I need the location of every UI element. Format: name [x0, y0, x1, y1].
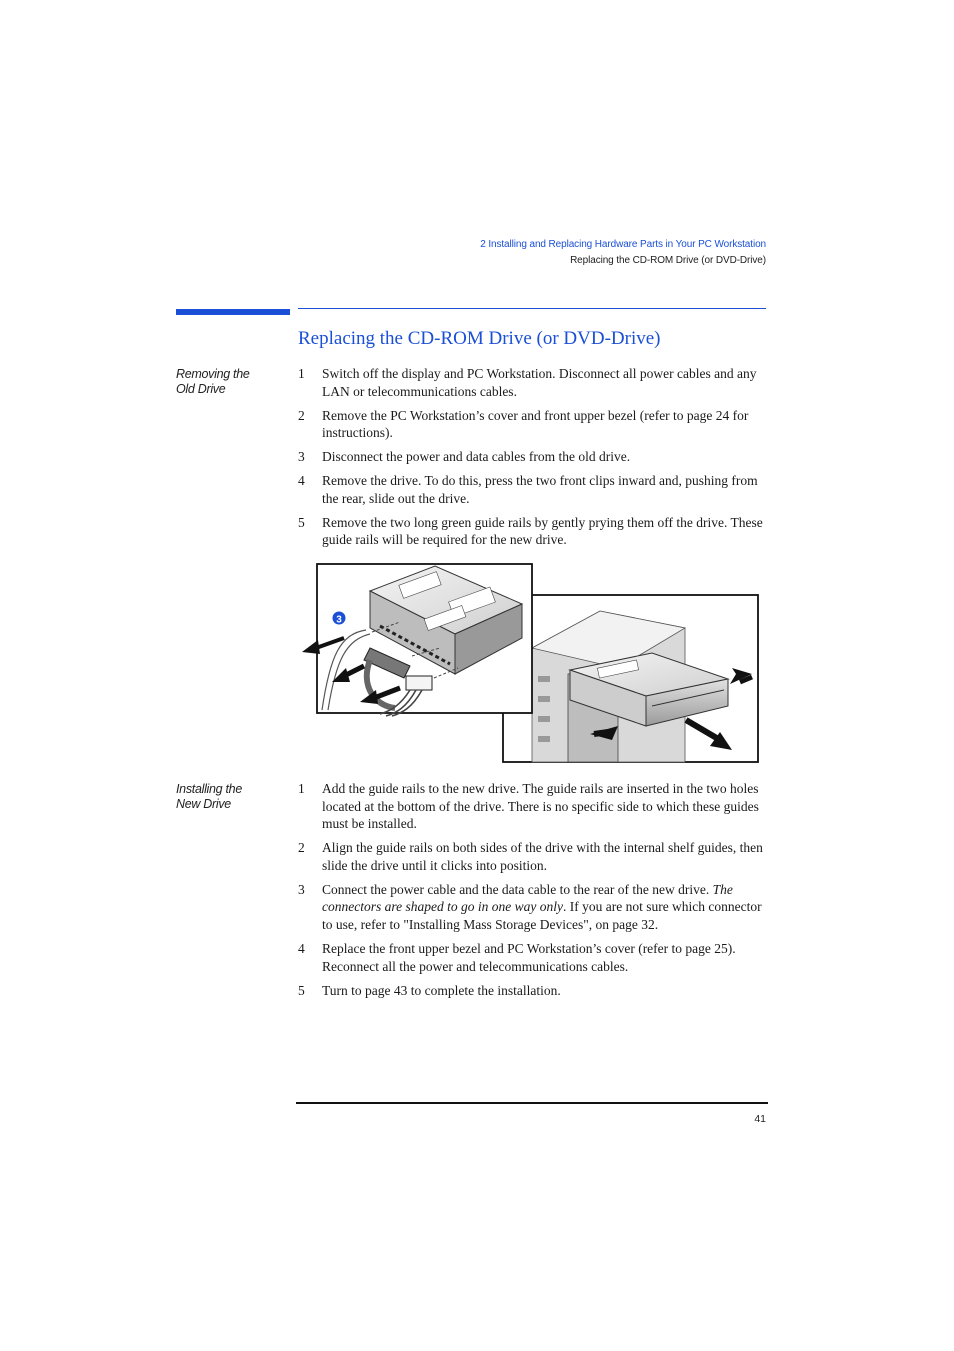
page-title: Replacing the CD-ROM Drive (or DVD-Drive)	[298, 328, 661, 349]
step-number: 4	[298, 473, 305, 489]
removal-steps	[298, 365, 768, 555]
side-heading-line: Old Drive	[176, 382, 226, 396]
step-text: Add the guide rails to the new drive. The guide rails are inserted in the two holes located at the bottom of the drive. There is no specific side to which these guides must be installed.	[322, 781, 759, 832]
list-item	[298, 365, 768, 400]
chassis-panel	[503, 595, 758, 762]
running-header-section: Replacing the CD-ROM Drive (or DVD-Drive)	[570, 255, 766, 266]
step-number: 1	[298, 781, 305, 796]
step-number: 5	[298, 514, 305, 530]
side-heading-removing	[176, 367, 291, 397]
side-heading-line: Removing the	[176, 367, 250, 381]
section-rule	[298, 308, 766, 309]
step-text-emphasis: The connectors are shaped to go in one way only	[322, 881, 733, 915]
list-item	[298, 839, 768, 874]
step-text: Turn to page 43 to complete the installation.	[322, 982, 561, 998]
step-text: Disconnect the power and data cables from the old drive.	[322, 449, 631, 465]
step-text-tail: . If you are not sure which connector to use, refer to "Installing Mass Storage Devices", on page 32.	[322, 899, 762, 932]
list-item	[298, 472, 768, 507]
drive-removal-illustration	[300, 556, 766, 768]
list-item	[298, 881, 768, 934]
step-number: 2	[298, 407, 305, 423]
step-number: 1	[298, 366, 305, 381]
list-item	[298, 940, 768, 975]
step-text: Replace the front upper bezel and PC Workstation’s cover (refer to page 25). Reconnect all the power and telecommunications cables.	[322, 940, 736, 974]
step-text-lead: Connect the power cable and the data cable to the rear of the new drive.	[322, 881, 713, 897]
step-number: 5	[298, 982, 305, 998]
list-item	[298, 982, 768, 1000]
step-number: 3	[298, 449, 305, 465]
side-heading-line: New Drive	[176, 797, 231, 811]
callout-number: 3	[336, 614, 342, 626]
page-number: 41	[754, 1113, 766, 1125]
step-text: Remove the PC Workstation’s cover and front upper bezel (refer to page 24 for instructions).	[322, 407, 749, 441]
list-item	[298, 514, 768, 549]
side-heading-line: Installing the	[176, 782, 242, 796]
step-number: 4	[298, 940, 305, 956]
step-text: Align the guide rails on both sides of the drive with the internal shelf guides, then slide the drive until it clicks into position.	[322, 840, 763, 873]
drive-cables-panel	[302, 564, 532, 716]
side-heading-installing	[176, 782, 291, 812]
running-header-chapter: 2 Installing and Replacing Hardware Parts in Your PC Workstation	[480, 239, 766, 250]
installation-steps	[298, 780, 768, 1005]
step-number: 3	[298, 881, 305, 897]
list-item	[298, 448, 768, 466]
step-text	[322, 881, 768, 934]
list-item	[298, 407, 768, 442]
step-text: Remove the two long green guide rails by gently prying them off the drive. These guide rails will be required for the new drive.	[322, 514, 763, 548]
step-text: Switch off the display and PC Workstation. Disconnect all power cables and any LAN or telecommunications cables.	[322, 366, 757, 399]
list-item	[298, 780, 768, 833]
footer-rule	[296, 1102, 768, 1104]
step-text: Remove the drive. To do this, press the two front clips inward and, pushing from the rear, slide out the drive.	[322, 473, 758, 506]
step-number: 2	[298, 840, 305, 856]
section-marker-bar	[176, 309, 290, 315]
